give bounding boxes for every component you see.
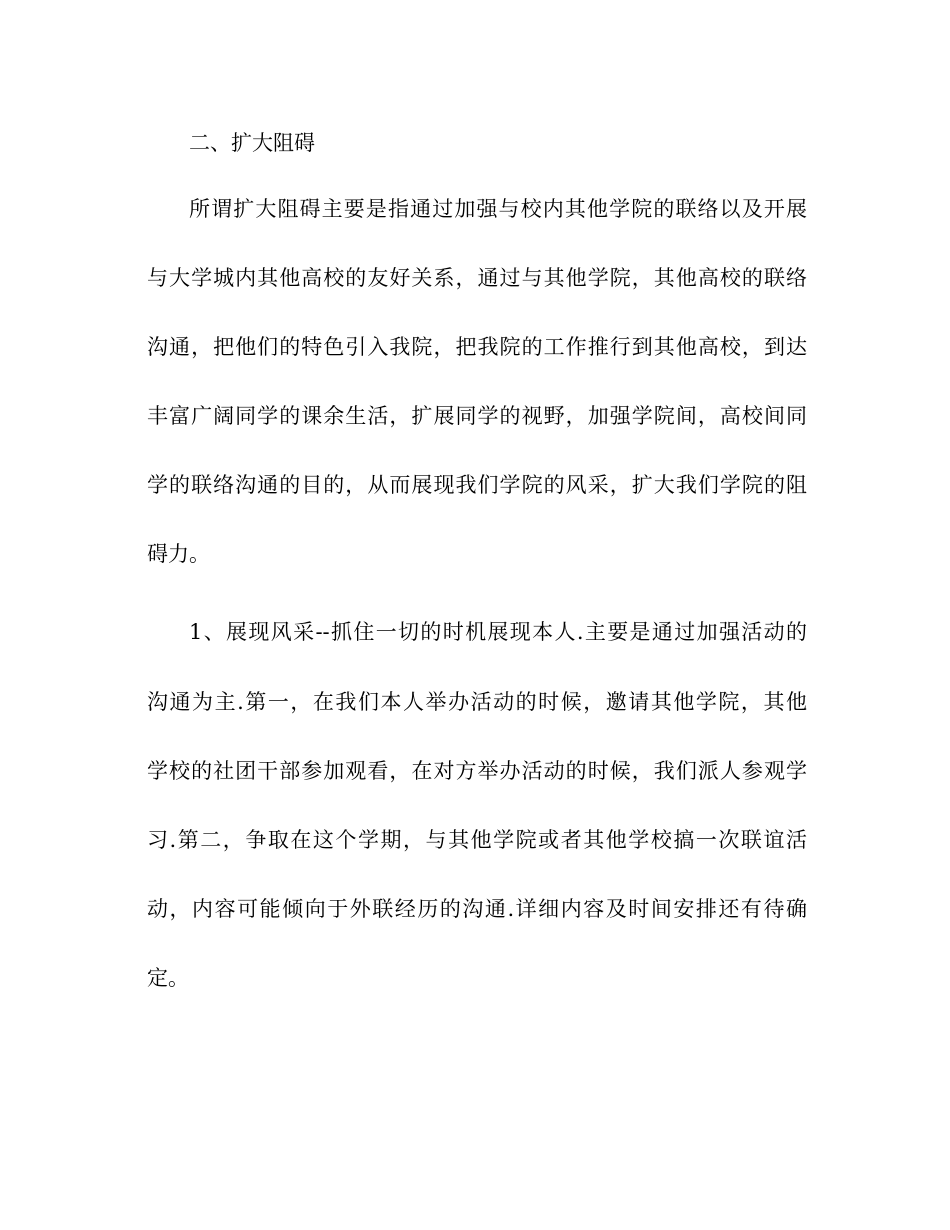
section-heading: 二、扩大阻碍: [189, 131, 315, 155]
paragraph-1-line: 所谓扩大阻碍主要是指通过加强与校内其他学院的联络以及开展: [189, 197, 807, 221]
paragraph-2-line: 动，内容可能倾向于外联经历的沟通.详细内容及时间安排还有待确: [147, 897, 807, 921]
paragraph-1-line: 沟通，把他们的特色引入我院，把我院的工作推行到其他高校，到达: [147, 335, 807, 359]
paragraph-1-line: 丰富广阔同学的课余生活，扩展同学的视野，加强学院间，高校间同: [147, 404, 807, 428]
paragraph-1-line: 与大学城内其他高校的友好关系，通过与其他学院，其他高校的联络: [147, 266, 807, 290]
paragraph-2-line: 沟通为主.第一，在我们本人举办活动的时候，邀请其他学院，其他: [147, 690, 807, 714]
paragraph-1-line: 碍力。: [147, 542, 210, 566]
paragraph-2-line: 学校的社团干部参加观看，在对方举办活动的时候，我们派人参观学: [147, 759, 807, 783]
paragraph-1-line: 学的联络沟通的目的，从而展现我们学院的风采，扩大我们学院的阻: [147, 473, 807, 497]
paragraph-2-line: 习.第二，争取在这个学期，与其他学院或者其他学校搞一次联谊活: [147, 828, 807, 852]
paragraph-2-line: 1、展现风采--抓住一切的时机展现本人.主要是通过加强活动的: [189, 620, 807, 644]
paragraph-2-line: 定。: [147, 966, 189, 990]
